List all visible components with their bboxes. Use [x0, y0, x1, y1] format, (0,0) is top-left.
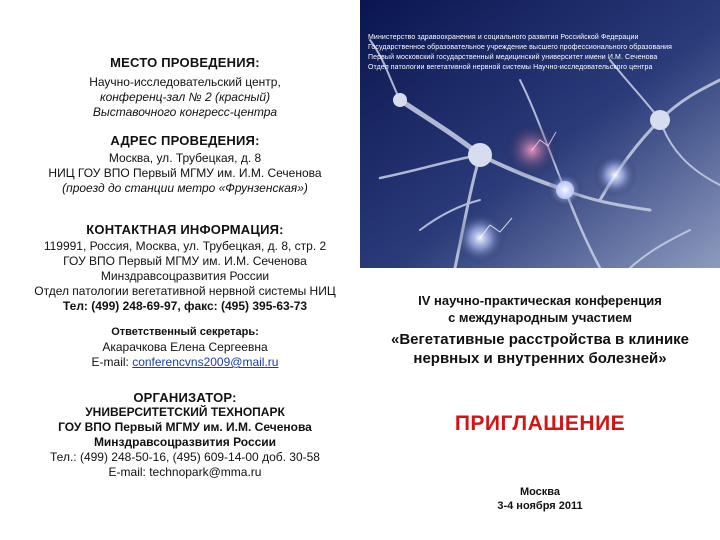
- event-dates: 3-4 ноября 2011: [497, 500, 583, 512]
- conference-title1: «Вегетативные расстройства в клинике: [390, 331, 690, 348]
- address-line3: (проезд до станции метро «Фрунзенская»): [62, 181, 308, 195]
- contact-line3: Минздравсоцразвития России: [100, 269, 270, 283]
- event-city: Москва: [519, 486, 561, 498]
- secretary-heading: Ответственный секретарь:: [111, 326, 259, 338]
- conference-line1: IV научно-практическая конференция: [418, 293, 662, 308]
- venue-section: [20, 55, 350, 120]
- secretary-email-link[interactable]: conferencvns2009@mail.ru: [132, 355, 279, 369]
- contact-line4: Отдел патологии вегетативной нервной системы НИЦ: [34, 284, 336, 298]
- right-panel: [360, 0, 720, 540]
- header-line2: Государственное образовательное учреждение высшего профессионального образования: [368, 44, 673, 51]
- organizer-line1: УНИВЕРСИТЕТСКИЙ ТЕХНОПАРК: [85, 405, 285, 419]
- organizer-line2: ГОУ ВПО Первый МГМУ им. И.М. Сеченова: [58, 420, 312, 434]
- contact-heading: КОНТАКТНАЯ ИНФОРМАЦИЯ:: [86, 222, 284, 237]
- secretary-name: Акарачкова Елена Сергеевна: [102, 340, 268, 354]
- header-line4: Отдел патологии вегетативной нервной системы Научно-исследовательского центра: [368, 64, 653, 71]
- address-line2: НИЦ ГОУ ВПО Первый МГМУ им. И.М. Сеченова: [48, 166, 322, 180]
- venue-line2: конференц-зал № 2 (красный): [99, 90, 271, 104]
- secretary-email-line: [20, 355, 350, 370]
- organizer-line3: Минздравсоцразвития России: [93, 435, 277, 449]
- organizer-email: E-mail: technopark@mma.ru: [108, 465, 262, 479]
- organizer-section: [20, 390, 350, 480]
- conference-info: [360, 292, 720, 368]
- header-line1: Министерство здравоохранения и социального развития Российской Федерации: [368, 34, 639, 41]
- organizer-phones: Тел.: (499) 248-50-16, (495) 609-14-00 доб. 30-58: [50, 450, 320, 464]
- neuron-image: [360, 0, 720, 268]
- contact-section: [20, 222, 350, 314]
- header-line3: Первый московский государственный медицинский университет имени И.М. Сеченова: [368, 54, 658, 61]
- address-heading: АДРЕС ПРОВЕДЕНИЯ:: [110, 133, 260, 148]
- contact-line1: 119991, Россия, Москва, ул. Трубецкая, д. 8, стр. 2: [43, 239, 327, 253]
- conference-line2: с международным участием: [448, 310, 632, 325]
- invitation-title: ПРИГЛАШЕНИЕ: [454, 412, 626, 435]
- institution-header: [368, 33, 718, 73]
- address-section: [20, 133, 350, 196]
- secretary-email-label: E-mail:: [91, 355, 133, 369]
- venue-line3: Выставочного конгресс-центра: [92, 105, 278, 119]
- secretary-section: [20, 325, 350, 370]
- venue-line1: Научно-исследовательский центр,: [89, 75, 281, 89]
- contact-line2: ГОУ ВПО Первый МГМУ им. И.М. Сеченова: [63, 254, 307, 268]
- event-date: [360, 485, 720, 513]
- contact-phones: Тел: (499) 248-69-97, факс: (495) 395-63-73: [62, 299, 308, 313]
- address-line1: Москва, ул. Трубецкая, д. 8: [108, 151, 262, 165]
- organizer-heading: ОРГАНИЗАТОР:: [133, 390, 237, 405]
- conference-title2: нервных и внутренних болезней»: [413, 350, 667, 367]
- venue-heading: МЕСТО ПРОВЕДЕНИЯ:: [110, 55, 260, 70]
